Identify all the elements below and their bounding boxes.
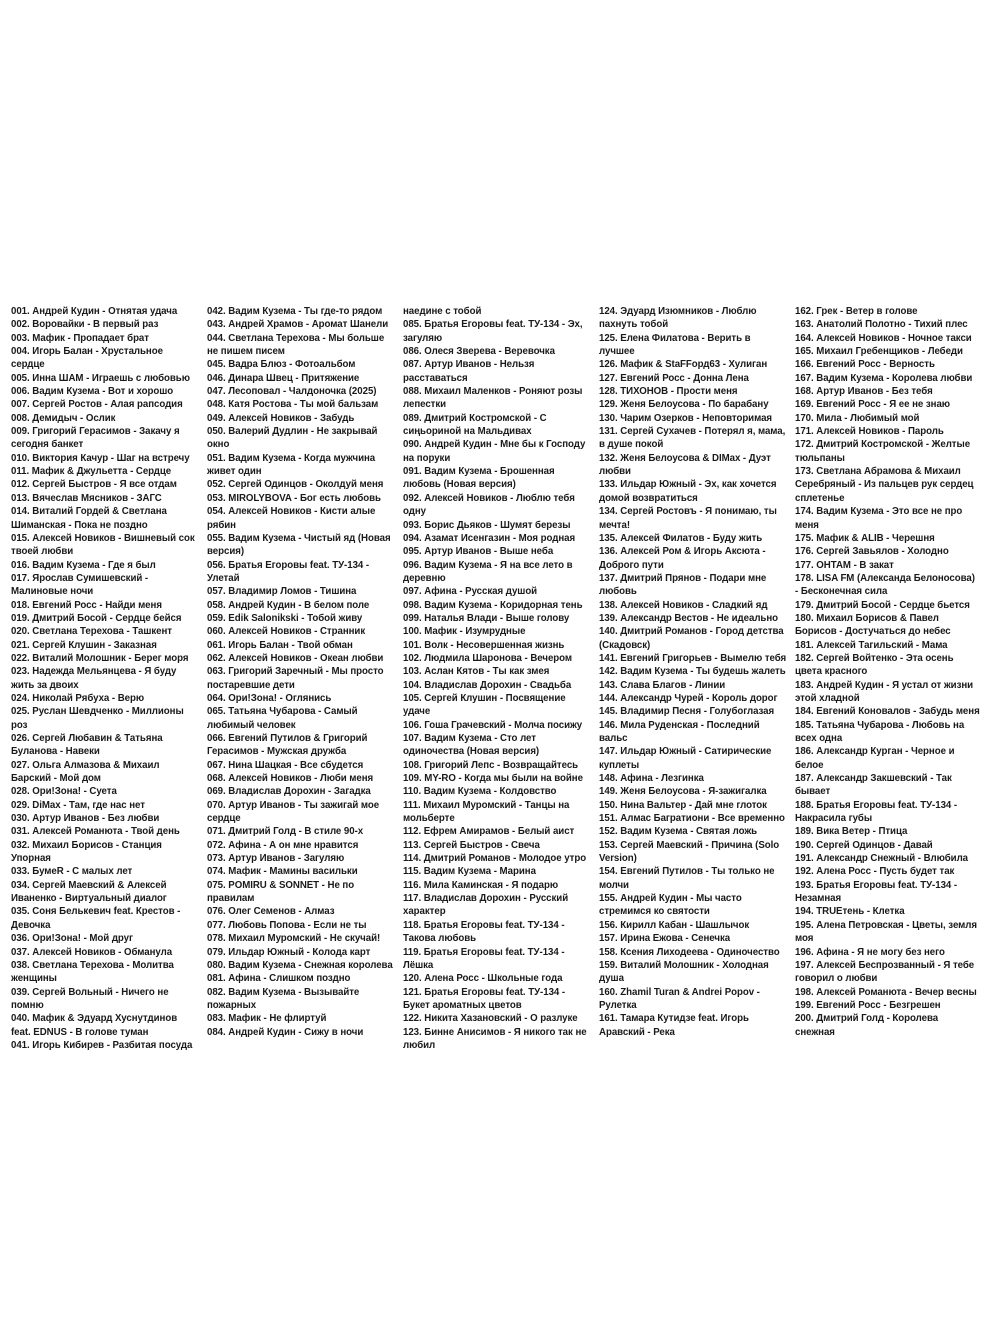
track-entry: 020. Светлана Терехова - Ташкент bbox=[11, 626, 172, 638]
track-entry: 128. ТИХОНОВ - Прости меня bbox=[599, 386, 738, 398]
track-entry: 018. Евгений Росс - Найди меня bbox=[11, 599, 162, 611]
track-entry: 137. Дмитрий Прянов - Подари мне любовь bbox=[599, 572, 767, 598]
track-entry: 150. Нина Вальтер - Дай мне глоток bbox=[599, 799, 767, 811]
track-entry: 071. Дмитрий Голд - В стиле 90-х bbox=[207, 826, 364, 838]
track-entry: 053. MIROLYBOVA - Бог есть любовь bbox=[207, 492, 381, 504]
tracklist-column-3 bbox=[403, 305, 591, 1051]
track-entry: 084. Андрей Кудин - Сижу в ночи bbox=[207, 1026, 364, 1038]
track-entry: 174. Вадим Кузема - Это все не про меня bbox=[795, 506, 963, 531]
track-entry: 125. Елена Филатова - Верить в лучшее bbox=[599, 332, 751, 358]
track-entry: 175. Мафик & ALIB - Черешня bbox=[795, 532, 935, 544]
track-entry: 115. Вадим Кузема - Марина bbox=[403, 866, 536, 878]
tracklist-column-5 bbox=[795, 305, 980, 1045]
track-entry: 023. Надежда Мельянцева - Я буду жить за двоих bbox=[11, 666, 177, 691]
track-entry: 195. Алена Петровская - Цветы, земля моя bbox=[795, 919, 977, 945]
track-entry: 178. LISA FM (Александа Белоносова) - Бесконечная сила bbox=[795, 572, 975, 598]
track-entry: 166. Евгений Росс - Верность bbox=[795, 359, 935, 371]
track-entry: 003. Мафик - Пропадает брат bbox=[11, 332, 149, 344]
track-entry: 149. Женя Белоусова - Я-зажигалка bbox=[599, 786, 767, 798]
track-entry: 041. Игорь Кибирев - Разбитая посуда bbox=[11, 1039, 193, 1051]
track-entry: 146. Мила Руденская - Последний вальс bbox=[599, 719, 760, 744]
track-entry: 139. Александр Вестов - Не идеально bbox=[599, 612, 779, 624]
track-entry: 077. Любовь Попова - Если не ты bbox=[207, 919, 367, 931]
track-entry: 123. Бинне Анисимов - Я никого так не любил bbox=[403, 1026, 587, 1051]
track-entry: 091. Вадим Кузема - Брошенная любовь (Новая версия) bbox=[403, 466, 555, 491]
track-entry: 005. Инна ШАМ - Играешь с любовью bbox=[11, 372, 190, 384]
track-entry: 004. Игорь Балан - Хрустальное сердце bbox=[11, 346, 163, 371]
track-entry: 014. Виталий Гордей & Светлана Шиманская - Пока не поздно bbox=[11, 506, 167, 531]
track-entry: 101. Волк - Несовершенная жизнь bbox=[403, 639, 565, 651]
track-entry: 169. Евгений Росс - Я ее не знаю bbox=[795, 399, 951, 411]
track-entry: 132. Женя Белоусова & DIMax - Дуэт любви bbox=[599, 452, 771, 478]
track-entry: 002. Воровайки - В первый раз bbox=[11, 319, 159, 331]
track-entry: 086. Олеся Зверева - Веревочка bbox=[403, 346, 555, 358]
track-entry: 119. Братья Егоровы feat. ТУ-134 - Лёшка bbox=[403, 946, 565, 971]
track-entry: 051. Вадим Кузема - Когда мужчина живет один bbox=[207, 452, 376, 478]
track-entry: 117. Владислав Дорохин - Русский характер bbox=[403, 893, 569, 918]
track-entry: 001. Андрей Кудин - Отнятая удача bbox=[11, 306, 178, 317]
track-entry: 085. Братья Егоровы feat. ТУ-134 - Эх, загуляю bbox=[403, 319, 583, 344]
track-entry: 170. Мила - Любимый мой bbox=[795, 412, 920, 424]
track-entry: 099. Наталья Влади - Выше голову bbox=[403, 612, 570, 624]
track-entry: 152. Вадим Кузема - Святая ложь bbox=[599, 826, 758, 838]
track-entry: 103. Аслан Кятов - Ты как змея bbox=[403, 666, 550, 678]
track-entry: 008. Демидыч - Ослик bbox=[11, 412, 116, 424]
track-entry: 027. Ольга Алмазова & Михаил Барский - Мой дом bbox=[11, 759, 160, 785]
track-entry: 148. Афина - Лезгинка bbox=[599, 773, 704, 785]
track-entry: 145. Владимир Песня - Голубоглазая bbox=[599, 706, 775, 718]
track-entry: 144. Александр Чурей - Король дорог bbox=[599, 692, 778, 704]
track-entry: 118. Братья Егоровы feat. ТУ-134 - Такова любовь bbox=[403, 919, 565, 945]
track-entry: 176. Сергей Завьялов - Холодно bbox=[795, 546, 949, 558]
track-entry: 058. Андрей Кудин - В белом поле bbox=[207, 599, 370, 611]
track-entry: 055. Вадим Кузема - Чистый яд (Новая версия) bbox=[207, 532, 391, 558]
track-entry: 151. Алмас Багратиони - Все временно bbox=[599, 813, 785, 825]
track-entry: 155. Андрей Кудин - Мы часто стремимся ко святости bbox=[599, 893, 742, 918]
track-entry: 087. Артур Иванов - Нельзя расставаться bbox=[403, 359, 535, 384]
track-entry: 050. Валерий Дудлин - Не закрывай окно bbox=[207, 426, 378, 451]
track-entry: 124. Эдуард Изюмников - Люблю пахнуть тобой bbox=[599, 306, 757, 331]
track-entry: 074. Мафик - Мамины васильки bbox=[207, 866, 358, 878]
track-entry: 080. Вадим Кузема - Снежная королева bbox=[207, 959, 393, 971]
track-entry: 061. Игорь Балан - Твой обман bbox=[207, 639, 353, 651]
track-entry: 130. Чарим Озерков - Неповторимая bbox=[599, 412, 773, 424]
track-entry: 028. Ори!Зона! - Суета bbox=[11, 786, 117, 798]
track-entry: 162. Грек - Ветер в голове bbox=[795, 306, 918, 317]
track-entry: 133. Ильдар Южный - Эх, как хочется домой возвратиться bbox=[599, 479, 777, 504]
track-entry: 107. Вадим Кузема - Сто лет одиночества (Новая версия) bbox=[403, 733, 540, 758]
track-entry: 006. Вадим Кузема - Вот и хорошо bbox=[11, 386, 174, 398]
track-entry: 031. Алексей Романюта - Твой день bbox=[11, 826, 180, 838]
track-entry: 147. Ильдар Южный - Сатирические куплеты bbox=[599, 746, 772, 771]
track-entry: 191. Александр Снежный - Влюбила bbox=[795, 853, 969, 865]
track-entry: 102. Людмила Шаронова - Вечером bbox=[403, 652, 573, 664]
track-entry: 127. Евгений Росс - Донна Лена bbox=[599, 372, 749, 384]
track-entry: 114. Дмитрий Романов - Молодое утро bbox=[403, 853, 587, 865]
track-entry: 143. Слава Благов - Линии bbox=[599, 679, 726, 691]
track-entry: 095. Артур Иванов - Выше неба bbox=[403, 546, 554, 558]
track-entry: 066. Евгений Путилов & Григорий Герасимов - Мужская дружба bbox=[207, 733, 368, 758]
track-entry: 057. Владимир Ломов - Тишина bbox=[207, 586, 357, 598]
track-entry: 011. Мафик & Джульетта - Сердце bbox=[11, 466, 172, 478]
track-entry: 032. Михаил Борисов - Станция Упорная bbox=[11, 839, 162, 865]
track-entry: 013. Вячеслав Мясников - ЗАГС bbox=[11, 492, 162, 504]
track-entry: 157. Ирина Ежова - Сенечка bbox=[599, 933, 731, 945]
tracklist-sheet bbox=[11, 305, 991, 1051]
track-entry: 025. Руслан Шевдченко - Миллионы роз bbox=[11, 706, 184, 731]
track-entry: 158. Ксения Лиходеева - Одиночество bbox=[599, 946, 780, 958]
track-entry: 165. Михаил Гребенщиков - Лебеди bbox=[795, 346, 963, 358]
track-entry: 160. Zhamil Turan & Andrei Popov - Рулетка bbox=[599, 986, 760, 1011]
track-entry: 181. Алексей Тагильский - Мама bbox=[795, 639, 948, 651]
track-entry: 189. Вика Ветер - Птица bbox=[795, 826, 908, 838]
track-entry: 030. Артур Иванов - Без любви bbox=[11, 813, 160, 825]
track-entry: 173. Светлана Абрамова & Михаил Серебряный - Из пальцев рук сердец сплетенье bbox=[795, 466, 974, 504]
track-entry: 037. Алексей Новиков - Обманула bbox=[11, 946, 173, 958]
track-entry: 159. Виталий Молошник - Холодная душа bbox=[599, 959, 769, 985]
track-entry: 054. Алексей Новиков - Кисти алые рябин bbox=[207, 506, 376, 531]
track-entry: 097. Афина - Русская душой bbox=[403, 586, 538, 598]
track-entry: 076. Олег Семенов - Алмаз bbox=[207, 906, 335, 918]
track-entry: 043. Андрей Храмов - Аромат Шанели bbox=[207, 319, 389, 331]
track-entry: 039. Сергей Вольный - Ничего не помню bbox=[11, 986, 169, 1011]
track-entry: 141. Евгений Григорьев - Вымелю тебя bbox=[599, 652, 787, 664]
track-entry: 089. Дмитрий Костромской - С сиңьориной на Мальдивах bbox=[403, 412, 547, 438]
track-entry: 079. Ильдар Южный - Колода карт bbox=[207, 946, 371, 958]
track-entry: 138. Алексей Новиков - Сладкий яд bbox=[599, 599, 768, 611]
track-entry: 172. Дмитрий Костромской - Желтые тюльпаны bbox=[795, 439, 971, 464]
track-entry: 072. Афина - А он мне нравится bbox=[207, 839, 359, 851]
track-entry: 052. Сергей Одинцов - Околдуй меня bbox=[207, 479, 384, 491]
track-entry: 073. Артур Иванов - Загуляю bbox=[207, 853, 345, 865]
track-entry: 156. Кирилл Кабан - Шашлычок bbox=[599, 919, 750, 931]
track-entry: 049. Алексей Новиков - Забудь bbox=[207, 412, 355, 424]
track-entry: 016. Вадим Кузема - Где я был bbox=[11, 559, 156, 571]
track-entry: 192. Алена Росс - Пусть будет так bbox=[795, 866, 955, 878]
track-entry: 186. Александр Курган - Черное и белое bbox=[795, 746, 955, 771]
track-entry: 015. Алексей Новиков - Вишневый сок твоей любви bbox=[11, 532, 195, 558]
track-entry: 022. Виталий Молошник - Берег моря bbox=[11, 652, 189, 664]
tracklist-column-2 bbox=[207, 305, 395, 1045]
track-entry: 081. Афина - Слишком поздно bbox=[207, 973, 351, 985]
track-entry: 021. Сергей Клушин - Заказная bbox=[11, 639, 157, 651]
track-entry: 168. Артур Иванов - Без тебя bbox=[795, 386, 933, 398]
track-entry: 177. ОНТАМ - В закат bbox=[795, 559, 894, 571]
track-entry: 122. Никита Хазановский - О разлуке bbox=[403, 1013, 578, 1025]
track-entry: 188. Братья Егоровы feat. ТУ-134 - Накрасила губы bbox=[795, 799, 958, 825]
track-entry: 067. Нина Шацкая - Все сбудется bbox=[207, 759, 364, 771]
track-entry: 065. Татьяна Чубарова - Самый любимый человек bbox=[207, 706, 358, 731]
track-entry: 083. Мафик - Не флиртуй bbox=[207, 1013, 327, 1025]
track-entry: 100. Мафик - Изумрудные bbox=[403, 626, 526, 638]
track-entry: 007. Сергей Ростов - Алая рапсодия bbox=[11, 399, 183, 411]
track-entry: 153. Сергей Маевский - Причина (Solo Version) bbox=[599, 839, 780, 865]
track-entry: 026. Сергей Любавин & Татьяна Буланова - Навеки bbox=[11, 733, 163, 758]
track-entry: 063. Григорий Заречный - Мы просто постаревшие дети bbox=[207, 666, 384, 691]
track-entry: 070. Артур Иванов - Ты зажигай мое сердце bbox=[207, 799, 380, 825]
track-entry: 096. Вадим Кузема - Я на все лето в деревню bbox=[403, 559, 573, 584]
track-entry: 112. Ефрем Амирамов - Белый аист bbox=[403, 826, 575, 838]
track-entry: 098. Вадим Кузема - Коридорная тень bbox=[403, 599, 583, 611]
track-entry: 060. Алексей Новиков - Странник bbox=[207, 626, 366, 638]
track-entry: 109. MY-RO - Когда мы были на войне bbox=[403, 773, 583, 785]
track-entry: 184. Евгений Коновалов - Забудь меня bbox=[795, 706, 980, 718]
track-entry: 038. Светлана Терехова - Молитва женщины bbox=[11, 959, 174, 985]
track-entry: 163. Анатолий Полотно - Тихий плес bbox=[795, 319, 968, 331]
track-entry: 019. Дмитрий Босой - Сердце бейся bbox=[11, 612, 182, 624]
track-entry: 048. Катя Ростова - Ты мой бальзам bbox=[207, 399, 379, 411]
track-entry: 182. Сергей Войтенко - Эта осень цвета красного bbox=[795, 652, 954, 678]
track-entry: 104. Владислав Дорохин - Свадьба bbox=[403, 679, 572, 691]
track-entry: 183. Андрей Кудин - Я устал от жизни этой хладной bbox=[795, 679, 974, 704]
track-entry: 129. Женя Белоусова - По барабану bbox=[599, 399, 769, 411]
track-entry: 154. Евгений Путилов - Ты только не молчи bbox=[599, 866, 775, 891]
track-entry: 120. Алена Росс - Школьные года bbox=[403, 973, 563, 985]
track-entry: 010. Виктория Качур - Шаг на встречу bbox=[11, 452, 190, 464]
track-entry: 068. Алексей Новиков - Люби меня bbox=[207, 773, 374, 785]
tracklist-column-1 bbox=[11, 305, 199, 1051]
track-entry: 199. Евгений Росс - Безгрешен bbox=[795, 999, 941, 1011]
track-entry: 069. Владислав Дорохин - Загадка bbox=[207, 786, 371, 798]
track-entry: 064. Ори!Зона! - Оглянись bbox=[207, 692, 332, 704]
track-entry: 200. Дмитрий Голд - Королева снежная bbox=[795, 1013, 939, 1038]
track-entry: 136. Алексей Ром & Игорь Аксюта - Доброго пути bbox=[599, 546, 766, 571]
track-entry: 045. Вадра Блюз - Фотоальбом bbox=[207, 359, 356, 371]
track-entry: 075. POMIRU & SONNET - Не по правилам bbox=[207, 879, 355, 905]
track-entry: 035. Соня Белькевич feat. Крестов - Девочка bbox=[11, 906, 181, 931]
track-entry: 012. Сергей Быстров - Я все отдам bbox=[11, 479, 177, 491]
track-entry: 082. Вадим Кузема - Вызывайте пожарных bbox=[207, 986, 360, 1011]
track-entry: 029. DiMax - Там, где нас нет bbox=[11, 799, 145, 811]
track-entry: 040. Мафик & Эдуард Хуснутдинов feat. EDNUS - В голове туман bbox=[11, 1013, 178, 1038]
track-entry: 106. Гоша Грачевский - Молча посижу bbox=[403, 719, 583, 731]
track-entry: 094. Азамат Исенгазин - Моя родная bbox=[403, 532, 576, 544]
track-entry: 185. Татьяна Чубарова - Любовь на всех одна bbox=[795, 719, 965, 744]
track-entry: 036. Ори!Зона! - Мой друг bbox=[11, 933, 133, 945]
track-entry: 140. Дмитрий Романов - Город детства (Скадовск) bbox=[599, 626, 784, 651]
track-entry: 042. Вадим Кузема - Ты где-то рядом bbox=[207, 306, 383, 317]
track-entry: 121. Братья Егоровы feat. ТУ-134 - Букет ароматных цветов bbox=[403, 986, 566, 1011]
track-entry: 134. Сергей Ростовъ - Я понимаю, ты мечта! bbox=[599, 506, 777, 531]
track-entry: 190. Сергей Одинцов - Давай bbox=[795, 839, 933, 851]
track-entry: 198. Алексей Романюта - Вечер весны bbox=[795, 986, 977, 998]
track-entry: 090. Андрей Кудин - Мне бы к Господу на поруки bbox=[403, 439, 586, 464]
track-entry: 179. Дмитрий Босой - Сердце бьется bbox=[795, 599, 970, 611]
track-entry: 047. Лесоповал - Чалдоночка (2025) bbox=[207, 386, 377, 398]
track-entry: 187. Александр Закшевский - Так бывает bbox=[795, 773, 952, 798]
track-entry: 059. Edik Salonikski - Тобой живу bbox=[207, 612, 363, 624]
track-entry: 017. Ярослав Сумишевский - Малиновые ночи bbox=[11, 572, 149, 598]
track-entry: 167. Вадим Кузема - Королева любви bbox=[795, 372, 973, 384]
track-entry: 126. Мафик & StaFFорд63 - Хулиган bbox=[599, 359, 768, 371]
track-entry: 088. Михаил Маленков - Роняют розы лепестки bbox=[403, 386, 583, 411]
tracklist-column-4 bbox=[599, 305, 787, 1045]
track-entry: 180. Михаил Борисов & Павел Борисов - Достучаться до небес bbox=[795, 612, 951, 638]
track-entry: 009. Григорий Герасимов - Закачу я сегодня банкет bbox=[11, 426, 180, 451]
track-entry: 196. Афина - Я не могу без него bbox=[795, 946, 945, 958]
track-entry: 044. Светлана Терехова - Мы больше не пишем писем bbox=[207, 332, 385, 358]
track-entry: 110. Вадим Кузема - Колдовство bbox=[403, 786, 557, 798]
track-entry: 034. Сергей Маевский & Алексей Иваненко - Виртуальный диалог bbox=[11, 879, 167, 905]
track-entry: 108. Григорий Лепс - Возвращайтесь bbox=[403, 759, 579, 771]
track-entry: 131. Сергей Сухачев - Потерял я, мама, в душе покой bbox=[599, 426, 786, 451]
track-entry: 105. Сергей Клушин - Посвящение удаче bbox=[403, 692, 566, 718]
track-entry: 056. Братья Егоровы feat. ТУ-134 - Улетай bbox=[207, 559, 370, 584]
track-entry: 193. Братья Егоровы feat. ТУ-134 - Незамная bbox=[795, 879, 958, 905]
track-entry: 135. Алексей Филатов - Буду жить bbox=[599, 532, 763, 544]
track-entry: 092. Алексей Новиков - Люблю тебя одну bbox=[403, 492, 575, 518]
track-entry: 062. Алексей Новиков - Океан любви bbox=[207, 652, 384, 664]
track-entry: 078. Михаил Муромский - Не скучай! bbox=[207, 933, 381, 945]
track-entry: 194. TRUEтень - Клетка bbox=[795, 906, 905, 918]
track-entry: 093. Борис Дьяков - Шумят березы bbox=[403, 519, 571, 531]
track-entry: 171. Алексей Новиков - Пароль bbox=[795, 426, 944, 438]
track-entry: 046. Динара Швец - Притяжение bbox=[207, 372, 360, 384]
track-entry: 164. Алексей Новиков - Ночное такси bbox=[795, 332, 972, 344]
track-entry: 024. Николай Рябуха - Верю bbox=[11, 692, 145, 704]
track-entry: 142. Вадим Кузема - Ты будешь жалеть bbox=[599, 666, 786, 678]
track-entry: 116. Мила Каминская - Я подарю bbox=[403, 879, 559, 891]
track-entry: 197. Алексей Беспрозванный - Я тебе говорил о любви bbox=[795, 959, 975, 985]
track-entry: наедине с тобой bbox=[403, 306, 482, 317]
track-entry: 033. БумеR - С малых лет bbox=[11, 866, 133, 878]
track-entry: 113. Сергей Быстров - Свеча bbox=[403, 839, 540, 851]
track-entry: 111. Михаил Муромский - Танцы на мольберте bbox=[403, 799, 570, 825]
track-entry: 161. Тамара Кутидзе feat. Игорь Аравский - Река bbox=[599, 1013, 749, 1038]
